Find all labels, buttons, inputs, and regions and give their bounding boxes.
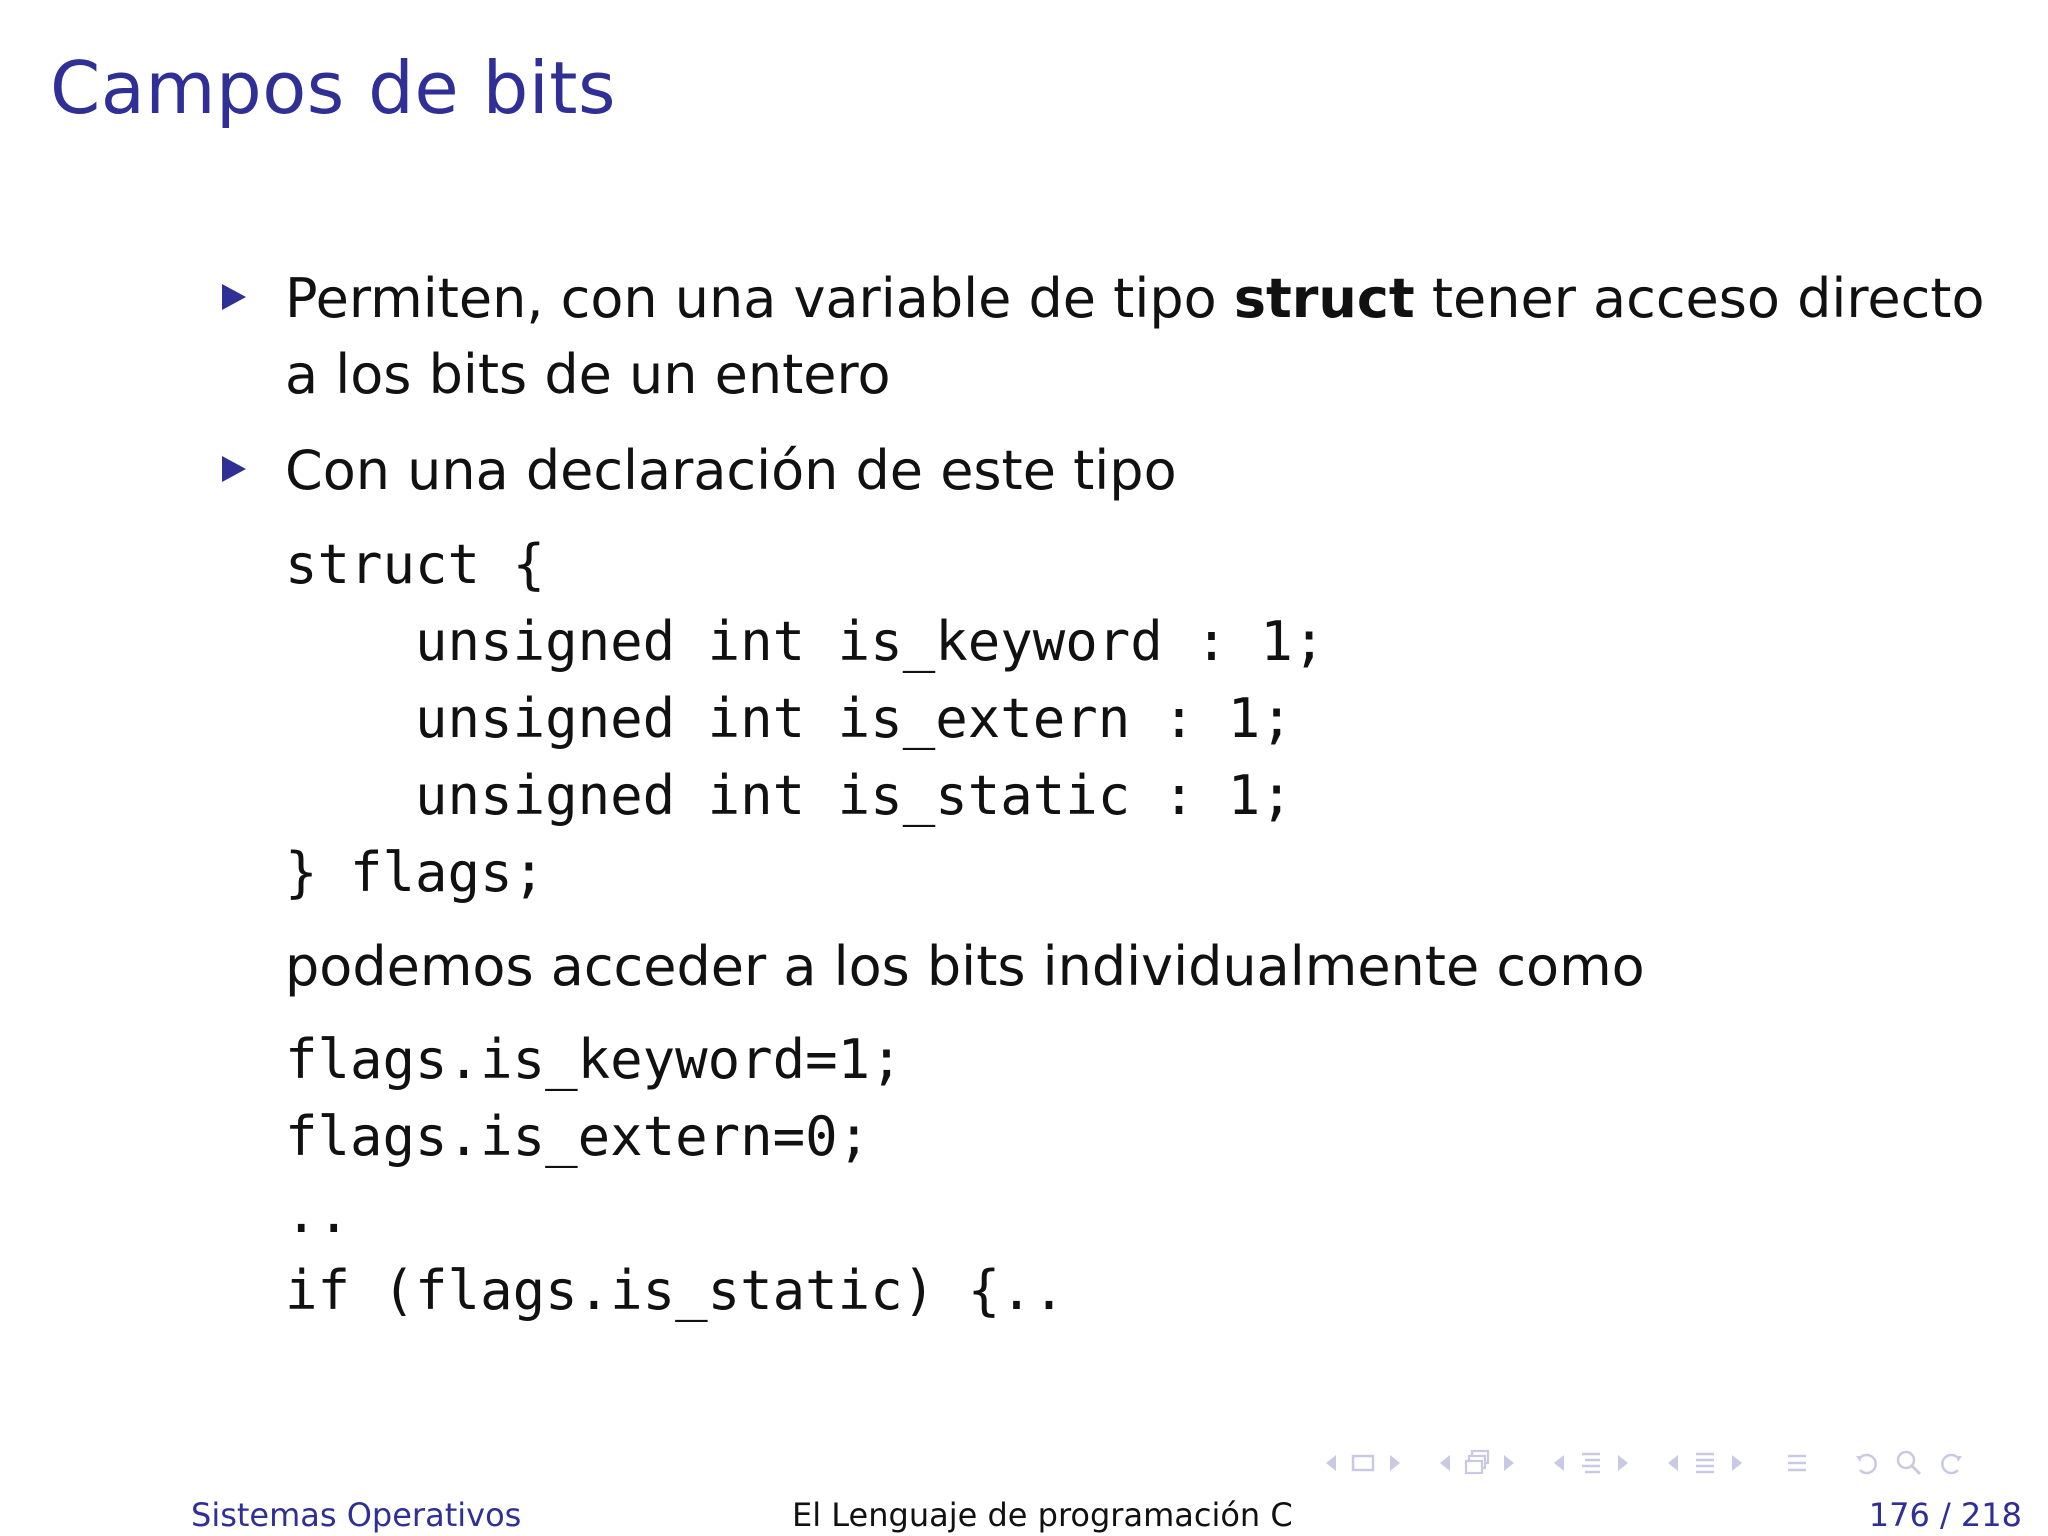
arrow-left-icon[interactable]	[1554, 1455, 1564, 1471]
arrow-right-icon[interactable]	[1390, 1455, 1400, 1471]
nav-align-icon[interactable]	[1782, 1448, 1812, 1478]
nav-frame-group[interactable]	[1320, 1448, 1406, 1478]
navigation-bar	[1320, 1445, 1972, 1481]
code-line: flags.is_keyword=1;	[285, 1028, 903, 1091]
footer-course-name: Sistemas Operativos	[191, 1496, 522, 1534]
code-line: unsigned int is_extern : 1;	[285, 687, 1293, 750]
bold-keyword-struct: struct	[1233, 267, 1415, 330]
code-line: struct {	[285, 533, 546, 596]
arrow-right-icon[interactable]	[1732, 1455, 1742, 1471]
bullet-triangle-icon	[222, 456, 246, 482]
nav-doc-group[interactable]	[1662, 1448, 1748, 1478]
code-line: if (flags.is_static) {..	[285, 1259, 1066, 1322]
code-line: unsigned int is_static : 1;	[285, 764, 1293, 827]
code-line: flags.is_extern=0;	[285, 1105, 871, 1168]
footer-topic: El Lenguaje de programación C	[792, 1496, 1293, 1534]
nav-subsection-icon[interactable]	[1462, 1448, 1492, 1478]
bullet-1-line-1: Permiten, con una variable de tipo struct tener acceso directo	[285, 267, 1985, 330]
bullet-1-line-2: a los bits de un entero	[285, 343, 891, 406]
nav-align-group[interactable]	[1776, 1448, 1818, 1478]
code-line: ..	[285, 1182, 351, 1245]
arrow-right-icon[interactable]	[1618, 1455, 1628, 1471]
code-line: unsigned int is_keyword : 1;	[285, 610, 1326, 673]
back-icon[interactable]	[1852, 1448, 1882, 1478]
bullet-2-line-1: Con una declaración de este tipo	[285, 439, 1177, 502]
middle-text: podemos acceder a los bits individualmente como	[285, 935, 1645, 998]
footer-page-number: 176 / 218	[1868, 1496, 2022, 1534]
arrow-left-icon[interactable]	[1326, 1455, 1336, 1471]
arrow-left-icon[interactable]	[1668, 1455, 1678, 1471]
arrow-left-icon[interactable]	[1440, 1455, 1450, 1471]
arrow-right-icon[interactable]	[1504, 1455, 1514, 1471]
nav-section-group[interactable]	[1548, 1448, 1634, 1478]
nav-search-group[interactable]	[1846, 1448, 1972, 1478]
frame-title: Campos de bits	[50, 46, 617, 130]
search-icon[interactable]	[1894, 1448, 1924, 1478]
bullet-triangle-icon	[222, 284, 246, 310]
nav-section-icon[interactable]	[1576, 1448, 1606, 1478]
nav-subsection-group[interactable]	[1434, 1448, 1520, 1478]
forward-icon[interactable]	[1936, 1448, 1966, 1478]
code-line: } flags;	[285, 841, 546, 904]
nav-doc-icon[interactable]	[1690, 1448, 1720, 1478]
nav-frame-icon[interactable]	[1348, 1448, 1378, 1478]
